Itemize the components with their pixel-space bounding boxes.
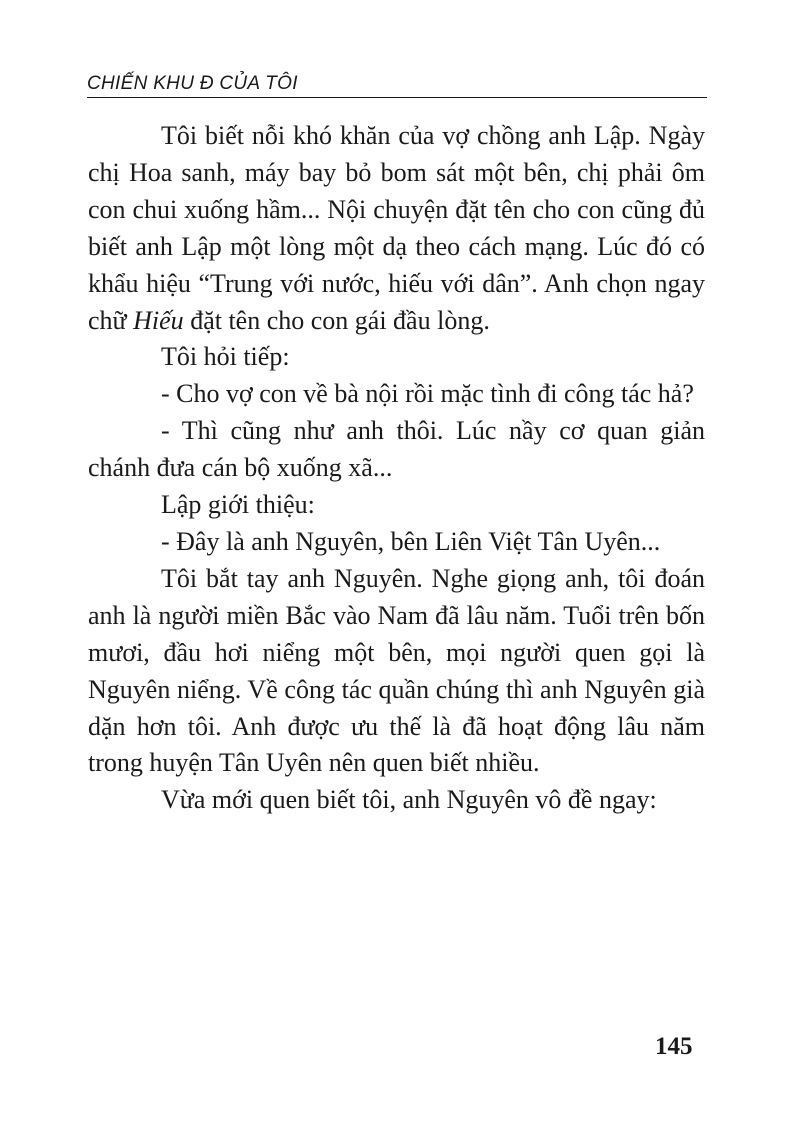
header-rule: [87, 97, 707, 98]
page-number: 145: [655, 1033, 693, 1060]
paragraph-1: [88, 118, 705, 339]
paragraph-8: Vừa mới quen biết tôi, anh Nguyên vô đề ngay:: [161, 785, 657, 815]
paragraph-1-before: Tôi biết nỗi khó khăn của vợ chồng anh Lập. Ngày chị Hoa sanh, máy bay bỏ bom sát một bên, chị phải ôm con chui xuống hầm... Nội chuyện đặt tên cho con cũng đủ biết anh Lập một lòng một dạ theo cách mạng. Lúc đó có khẩu hiệu “Trung với nước, hiếu với dân”. Anh chọn ngay chữ: [88, 121, 705, 335]
body-text: [88, 118, 705, 819]
paragraph-5: Lập giới thiệu:: [161, 490, 315, 520]
paragraph-3: - Cho vợ con về bà nội rồi mặc tình đi công tác hả?: [161, 379, 694, 409]
paragraph-6: - Đây là anh Nguyên, bên Liên Việt Tân Uyên...: [161, 526, 661, 556]
paragraph-2: Tôi hỏi tiếp:: [161, 342, 290, 372]
paragraph-1-after: đặt tên cho con gái đầu lòng.: [183, 305, 490, 335]
paragraph-7: Tôi bắt tay anh Nguyên. Nghe giọng anh, tôi đoán anh là người miền Bắc vào Nam đã lâu năm. Tuổi trên bốn mươi, đầu hơi niểng một bên, mọi người quen gọi là Nguyên niểng. Về công tác quần chúng thì anh Nguyên già dặn hơn tôi. Anh được ưu thế là đã hoạt động lâu năm trong huyện Tân Uyên nên quen biết nhiều.: [88, 563, 705, 778]
running-header-title: CHIẾN KHU Đ CỦA TÔI: [87, 73, 298, 94]
paragraph-4: - Thì cũng như anh thôi. Lúc nầy cơ quan giản chánh đưa cán bộ xuống xã...: [88, 416, 705, 483]
emphasis-hieu: Hiếu: [133, 305, 184, 335]
